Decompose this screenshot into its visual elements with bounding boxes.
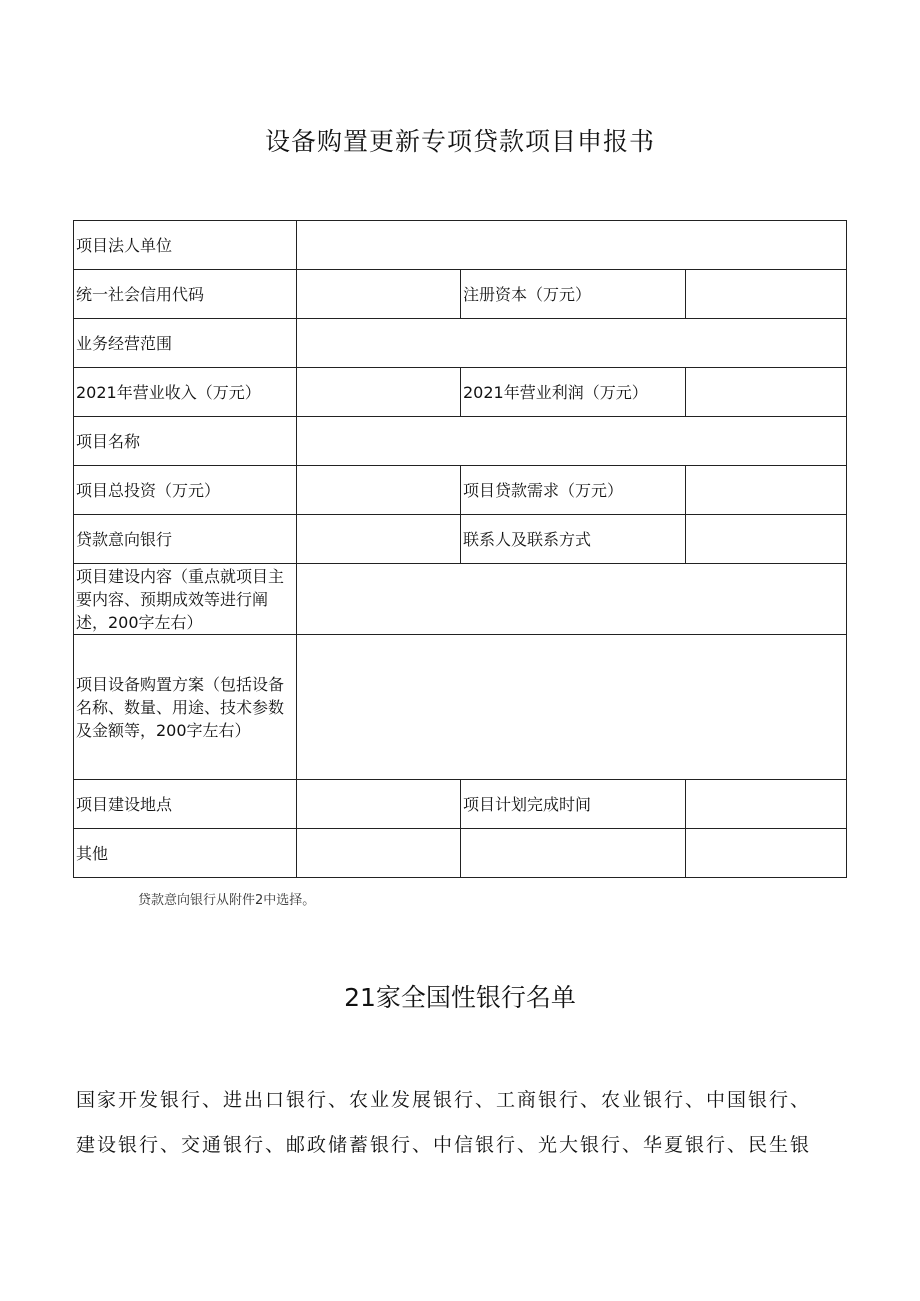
field-other-3[interactable] <box>686 829 847 878</box>
label-profit-2021: 2021年营业利润（万元） <box>461 368 686 417</box>
form-row-project-name <box>74 417 847 466</box>
bank-list-line: 国家开发银行、进出口银行、农业发展银行、工商银行、农业银行、中国银行、 <box>76 1089 812 1111</box>
label-completion-time: 项目计划完成时间 <box>461 780 686 829</box>
form-row-investment <box>74 466 847 515</box>
form-row-business-scope <box>74 319 847 368</box>
label-registered-capital: 注册资本（万元） <box>461 270 686 319</box>
field-loan-demand[interactable] <box>686 466 847 515</box>
field-contact[interactable] <box>686 515 847 564</box>
form-row-bank <box>74 515 847 564</box>
field-construction-site[interactable] <box>297 780 461 829</box>
field-other-2[interactable] <box>461 829 686 878</box>
field-registered-capital[interactable] <box>686 270 847 319</box>
label-equipment-plan: 项目设备购置方案（包括设备名称、数量、用途、技术参数及金额等，200字左右） <box>74 635 297 780</box>
bank-list-line: 建设银行、交通银行、邮政储蓄银行、中信银行、光大银行、华夏银行、民生银 <box>76 1134 812 1156</box>
label-loan-demand: 项目贷款需求（万元） <box>461 466 686 515</box>
form-row-revenue <box>74 368 847 417</box>
label-intended-bank: 贷款意向银行 <box>74 515 297 564</box>
form-row-equipment-plan <box>74 635 847 780</box>
field-project-name[interactable] <box>297 417 847 466</box>
field-profit-2021[interactable] <box>686 368 847 417</box>
label-revenue-2021: 2021年营业收入（万元） <box>74 368 297 417</box>
form-row-credit-code <box>74 270 847 319</box>
label-credit-code: 统一社会信用代码 <box>74 270 297 319</box>
label-construction-content: 项目建设内容（重点就项目主要内容、预期成效等进行阐述，200字左右） <box>74 564 297 635</box>
form-row-other <box>74 829 847 878</box>
form-row-construction-content <box>74 564 847 635</box>
field-revenue-2021[interactable] <box>297 368 461 417</box>
field-equipment-plan[interactable] <box>297 635 847 780</box>
label-contact: 联系人及联系方式 <box>461 515 686 564</box>
document-title: 设备购置更新专项贷款项目申报书 <box>264 127 655 156</box>
field-business-scope[interactable] <box>297 319 847 368</box>
bank-selection-note: 贷款意向银行从附件2中选择。 <box>138 893 316 908</box>
bank-list-title: 21家全国性银行名单 <box>344 983 576 1012</box>
label-other: 其他 <box>74 829 297 878</box>
form-row-legal-entity <box>74 221 847 270</box>
label-project-name: 项目名称 <box>74 417 297 466</box>
field-legal-entity[interactable] <box>297 221 847 270</box>
label-construction-site: 项目建设地点 <box>74 780 297 829</box>
field-construction-content[interactable] <box>297 564 847 635</box>
form-row-location <box>74 780 847 829</box>
label-total-investment: 项目总投资（万元） <box>74 466 297 515</box>
bank-list <box>76 1078 846 1168</box>
field-credit-code[interactable] <box>297 270 461 319</box>
label-business-scope: 业务经营范围 <box>74 319 297 368</box>
field-total-investment[interactable] <box>297 466 461 515</box>
field-other-1[interactable] <box>297 829 461 878</box>
field-completion-time[interactable] <box>686 780 847 829</box>
label-legal-entity: 项目法人单位 <box>74 221 297 270</box>
field-intended-bank[interactable] <box>297 515 461 564</box>
application-form-table <box>73 220 847 878</box>
